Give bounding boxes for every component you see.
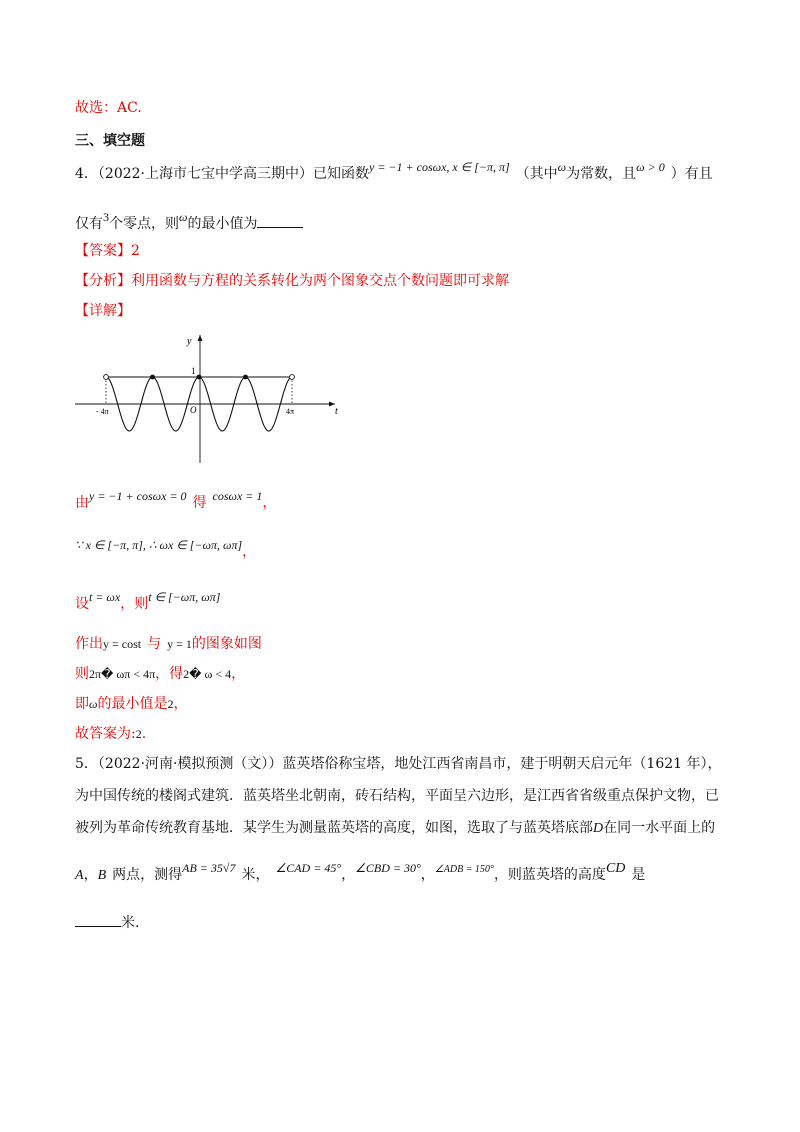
origin-label: O (190, 405, 197, 415)
q4-answer (75, 240, 140, 260)
answer-tag: 【答案】 (75, 243, 131, 259)
q5-sep2: ， (420, 867, 435, 883)
q5-point-b: B (97, 868, 107, 883)
step1-text-b: 得 (192, 495, 207, 511)
q4-source: （2022·上海市七宝中学高三期中）已知函数 (97, 166, 369, 182)
q5-comma: ， (83, 867, 98, 883)
step5-formula-2: 2� ω < 4 (183, 667, 232, 681)
step7-value: 2 (135, 727, 142, 741)
step4-text-a: 作出 (75, 636, 103, 652)
step-6 (75, 693, 187, 713)
q5-line4-text-d: 是 (631, 867, 646, 883)
intersection-point (290, 375, 295, 380)
q5-segment-cd: CD (605, 861, 626, 876)
q4-line2-text-c: 的最小值为 (187, 216, 258, 232)
step3-text-a: 设 (75, 596, 89, 612)
step2-formula: ∵ x ∈ [−π, π], ∴ ωx ∈ [−ωπ, ωπ] (75, 538, 243, 552)
q5-sep1: ， (341, 867, 356, 883)
q4-line2-text-b: 个零点，则 (109, 216, 179, 232)
step-2 (75, 538, 257, 561)
intersection-point (150, 375, 155, 380)
intersection-point (197, 375, 202, 380)
step5-text-a: 则 (75, 666, 89, 682)
q5-angle-adb: ∠ADB = 150° (434, 864, 494, 875)
step6-text-a: 即 (75, 696, 89, 712)
q4-text-mid3: ）有且 (670, 166, 713, 182)
q5-line3-text-a: 被列为革命传统教育基地．某学生为测量蓝英塔的高度，如图，选取了与蓝英塔底部 (75, 820, 593, 836)
q4-line2-text-a: 仅有 (75, 216, 103, 232)
q4-omega: ω (557, 160, 567, 174)
step1-text-a: 由 (75, 495, 89, 511)
step2-text-c: ， (242, 544, 257, 560)
q4-detail-tag: 【详解】 (75, 303, 131, 319)
q5-point-a: A (75, 868, 84, 883)
step5-formula-1: 2π� ωπ < 4π (89, 667, 156, 681)
q4-line1 (75, 160, 713, 183)
q5-line4 (75, 861, 646, 884)
t-axis-label: t (335, 406, 338, 417)
step1-formula-2: cosωx = 1 (212, 489, 263, 503)
step3-formula-1: t = ωx (89, 590, 121, 604)
step4-text-c: 的图象如图 (191, 636, 262, 652)
step1-text-c: ， (262, 495, 277, 511)
q4-number: 4． (75, 166, 98, 182)
step-1 (75, 489, 277, 512)
step6-text-b: 的最小值是 (97, 696, 168, 712)
section-title: 三、填空题 (75, 133, 145, 149)
q5-line4-text-b: 米， (241, 867, 270, 883)
intersection-point (243, 375, 248, 380)
q5-line5-text: 米. (121, 915, 140, 931)
cosine-graph (70, 330, 350, 465)
q5-line4-text-a: 两点，测得 (112, 867, 183, 883)
step7-text-a: 故答案为: (75, 726, 136, 742)
q5-answer-blank (75, 914, 121, 927)
q5-line5 (75, 912, 139, 932)
step5-text-c: ， (231, 666, 246, 682)
q4-condition: ω > 0 (636, 160, 665, 174)
q4-three: 3 (103, 210, 109, 224)
one-label: 1 (191, 366, 196, 376)
previous-answer: 故选：AC. (75, 100, 142, 116)
right-tick-label: 4π (286, 407, 295, 416)
step3-text-b: ，则 (120, 596, 149, 612)
step6-value: 2 (167, 697, 174, 711)
step-5 (75, 663, 245, 683)
q5-line2: 为中国传统的楼阁式建筑．蓝英塔坐北朝南，砖石结构，平面呈六边形，是江西省省级重点保护文物，已 (75, 788, 719, 804)
step4-text-b: 与 (147, 636, 162, 652)
q5-line4-text-c: ，则蓝英塔的高度 (493, 867, 606, 883)
q5-line3-text-b: 在同一水平面上的 (603, 820, 716, 836)
q5-angle-cbd: ∠CBD = 30° (355, 861, 421, 875)
step6-omega: ω (89, 697, 98, 711)
step-7 (75, 723, 146, 743)
q4-text-mid1: （其中 (515, 166, 558, 182)
q4-analysis (75, 270, 509, 290)
step-4 (75, 633, 262, 653)
y-axis-label: y (187, 336, 192, 347)
step4-formula-2: y = 1 (167, 637, 192, 651)
intersection-point (104, 375, 109, 380)
q4-text-mid2: 为常数，且 (566, 166, 637, 182)
q5-ab-length: AB = 35√7 (182, 861, 236, 875)
step7-text-c: . (141, 726, 147, 742)
left-tick-label: - 4π (96, 407, 109, 416)
q5-point-d: D (593, 821, 604, 836)
step1-formula-1: y = −1 + cosωx = 0 (89, 489, 187, 503)
analysis-tag: 【分析】 (75, 273, 131, 289)
q4-function-formula: y = −1 + cosωx, x ∈ [−π, π] (369, 160, 510, 174)
q5-line1: 5．（2022·河南·模拟预测（文））蓝英塔俗称宝塔，地处江西省南昌市，建于明朝天启元年（1621 年）， (75, 756, 722, 772)
analysis-text: 利用函数与方程的关系转化为两个图象交点个数问题即可求解 (131, 273, 509, 289)
q4-line2 (75, 210, 303, 233)
step6-text-c: ， (173, 696, 188, 712)
q4-answer-blank (257, 215, 303, 228)
q4-omega-2: ω (179, 210, 188, 224)
answer-value: 2 (131, 243, 140, 259)
step-3 (75, 590, 221, 613)
step4-formula-1: y = cost (103, 637, 142, 651)
q5-line3 (75, 817, 715, 837)
y-axis-arrow (198, 335, 203, 341)
step3-formula-2: t ∈ [−ωπ, ωπ] (148, 590, 221, 604)
q5-angle-cad: ∠CAD = 45° (275, 861, 342, 875)
step5-text-b: ，得 (155, 666, 184, 682)
